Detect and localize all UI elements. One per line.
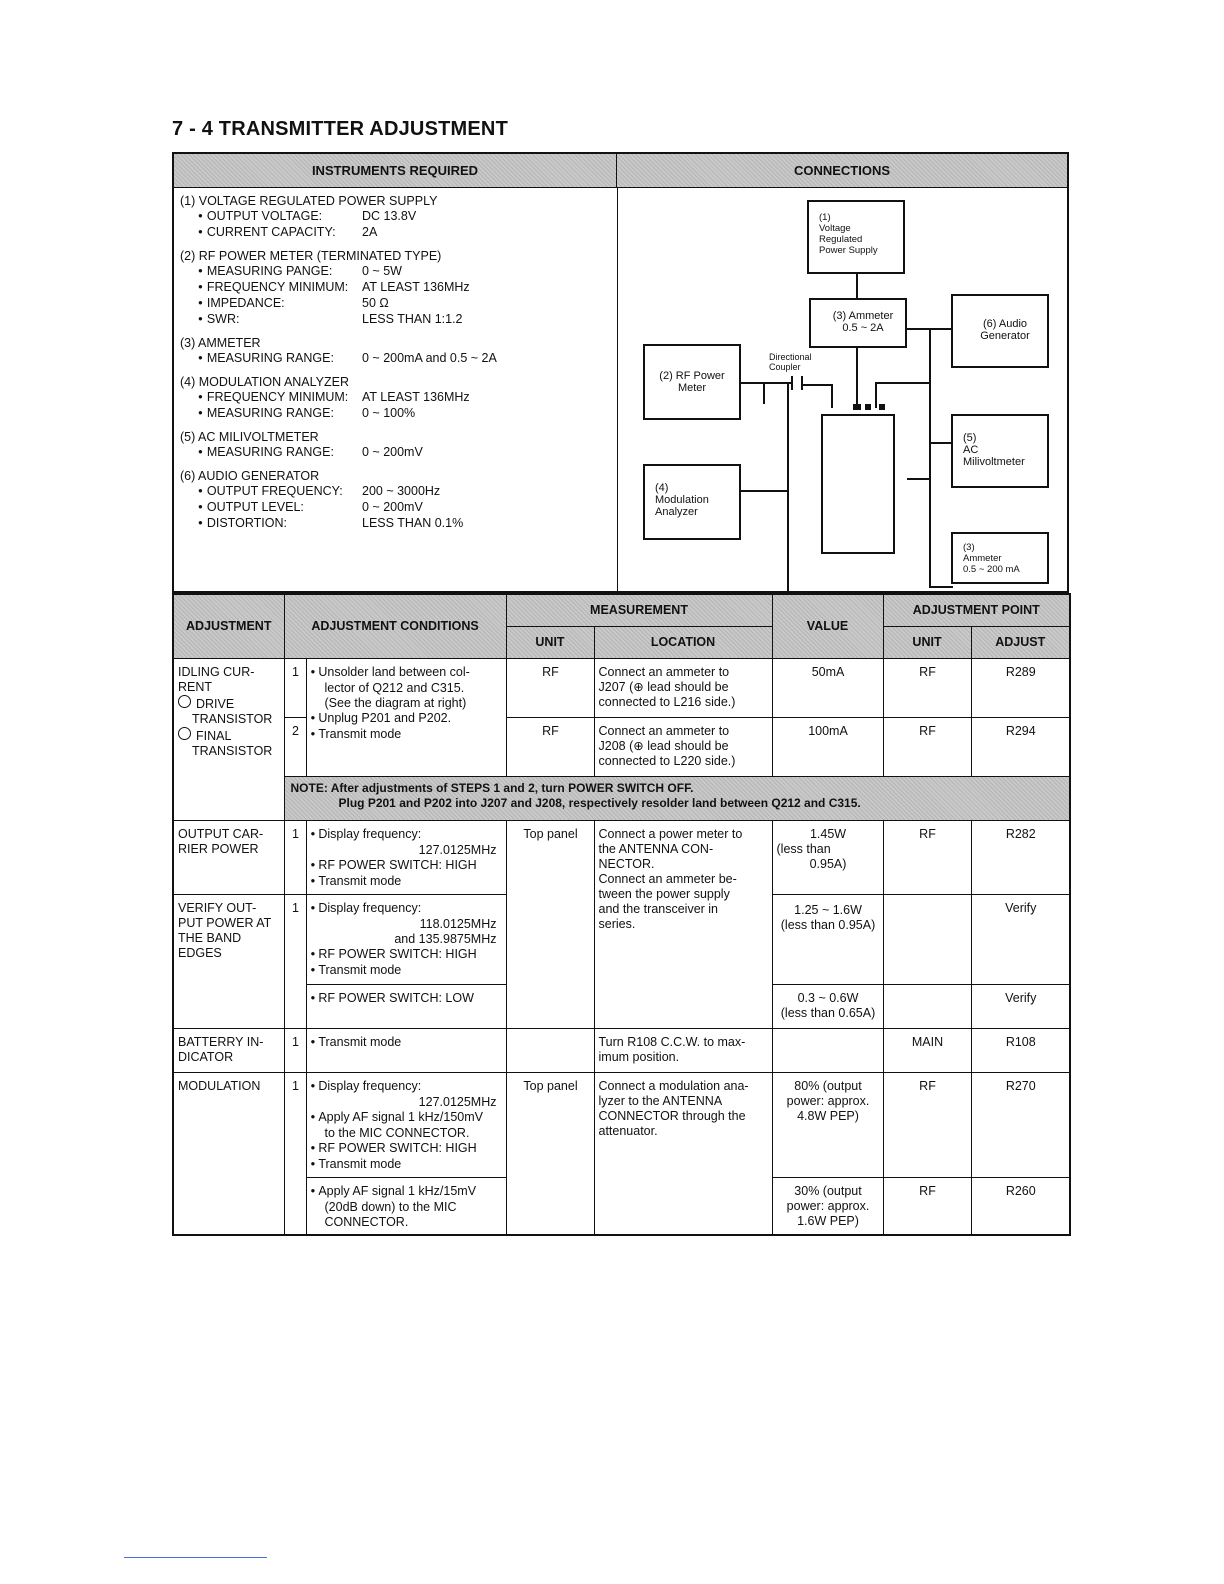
instrument-spec: ● DISTORTION: LESS THAN 0.1% [180,516,610,532]
col-unit: UNIT [506,626,594,658]
ammeter-low-box: (3) Ammeter 0.5 ~ 200 mA [951,532,1049,584]
millivoltmeter-box: (5) AC Milivoltmeter [951,414,1049,488]
instrument-group [180,336,610,367]
instrument-name: (6) AUDIO GENERATOR [180,469,320,483]
instrument-spec: ● FREQUENCY MINIMUM: AT LEAST 136MHz [180,280,610,296]
col-adjustment-point: ADJUSTMENT POINT [883,594,1070,626]
adjustment-table [172,593,1071,1236]
connection-diagram [617,188,1067,591]
instrument-spec: ● MEASURING RANGE: 0 ~ 100% [180,406,610,422]
table-row: BATTERRY IN- DICATOR 1 ● Transmit mode Turn R108 C.C.W. to max- imum position. MAIN R108 [173,1028,1070,1072]
instrument-spec: ● SWR: LESS THAN 1:1.2 [180,312,610,328]
rf-power-meter-box: (2) RF Power Meter [643,344,741,420]
instruments-list [180,194,610,540]
instrument-spec: ● OUTPUT LEVEL: 0 ~ 200mV [180,500,610,516]
instrument-spec: ● MEASURING PANGE: 0 ~ 5W [180,264,610,280]
instrument-spec: ● OUTPUT VOLTAGE: DC 13.8V [180,209,610,225]
instruments-connections-panel [172,152,1069,593]
idling-current-cell: IDLING CUR- RENT DRIVE TRANSISTOR FINAL TRANSISTOR [173,658,284,820]
instrument-name: (2) RF POWER METER (TERMINATED TYPE) [180,249,442,263]
instrument-group [180,375,610,422]
instrument-group [180,430,610,461]
col-value: VALUE [772,594,883,658]
power-supply-box: (1) Voltage Regulated Power Supply [807,200,905,274]
instrument-spec: ● MEASURING RANGE: 0 ~ 200mV [180,445,610,461]
instrument-name: (5) AC MILIVOLTMETER [180,430,319,444]
instrument-group [180,194,610,241]
directional-coupler-label: Directional Coupler [769,352,812,372]
instrument-name: (4) MODULATION ANALYZER [180,375,350,389]
instrument-spec: ● IMPEDANCE: 50 Ω [180,296,610,312]
ammeter-high-box: (3) Ammeter 0.5 ~ 2A [809,298,907,348]
col-ap-adjust: ADJUST [971,626,1070,658]
table-row: VERIFY OUT- PUT POWER AT THE BAND EDGES 1 ● Display frequency: 118.0125MHz and 135.9875MHz ● RF POWER SWITCH: HIGH ● Transmit mode 1.25 ~ 1.6W (less than 0.95A) Verify [173,894,1070,984]
table-row: 2 RF Connect an ammeter to J208 (⊕ lead should be connected to L220 side.) 100mA RF R294 [173,717,1070,776]
instrument-name: (1) VOLTAGE REGULATED POWER SUPPLY [180,194,438,208]
instrument-spec: ● FREQUENCY MINIMUM: AT LEAST 136MHz [180,390,610,406]
audio-generator-box: (6) Audio Generator [951,294,1049,368]
table-row: OUTPUT CAR- RIER POWER 1 ● Display frequency: 127.0125MHz ● RF POWER SWITCH: HIGH ● Transmit mode Top panel Connect a power meter to the ANTENNA CON- NECTOR. Connect an ammeter be- tween the power supply and the transceiver in series. 1.45W (less than 0.95A) RF R282 [173,820,1070,894]
col-measurement: MEASUREMENT [506,594,772,626]
col-conditions: ADJUSTMENT CONDITIONS [284,594,506,658]
instrument-spec: ● OUTPUT FREQUENCY: 200 ~ 3000Hz [180,484,610,500]
instrument-spec: ● MEASURING RANGE: 0 ~ 200mA and 0.5 ~ 2A [180,351,610,367]
col-adjustment: ADJUSTMENT [173,594,284,658]
table-row: ● RF POWER SWITCH: LOW 0.3 ~ 0.6W (less than 0.65A) Verify [173,984,1070,1028]
instrument-group [180,249,610,328]
footer-rule [124,1557,267,1558]
instrument-spec: ● CURRENT CAPACITY: 2A [180,225,610,241]
table-row: IDLING CUR- RENT DRIVE TRANSISTOR FINAL TRANSISTOR 1 ● Unsolder land between col- lector of Q212 and C315. (See the diagram at right) ● Unplug P201 and P202. ● Transmit mode RF Connect an ammeter to J207 (⊕ lead should be connected to L216 side.) 50mA RF R289 [173,658,1070,717]
page-title: 7 - 4 TRANSMITTER ADJUSTMENT [172,118,508,140]
transceiver-box [821,414,895,554]
instrument-group [180,469,610,532]
modulation-analyzer-box: (4) Modulation Analyzer [643,464,741,540]
col-ap-unit: UNIT [883,626,971,658]
instrument-name: (3) AMMETER [180,336,261,350]
table-row: ● Apply AF signal 1 kHz/15mV (20dB down) to the MIC CONNECTOR. 30% (output power: approx. 1.6W PEP) RF R260 [173,1177,1070,1235]
table-row: MODULATION 1 ● Display frequency: 127.0125MHz ● Apply AF signal 1 kHz/150mV to the MIC CONNECTOR. ● RF POWER SWITCH: HIGH ● Transmit mode Top panel Connect a modulation ana- lyzer to the ANTENNA CONNECTOR through the attenuator. 80% (output power: approx. 4.8W PEP) RF R270 [173,1072,1070,1177]
instruments-header: INSTRUMENTS REQUIRED [174,154,617,188]
note-row: NOTE: After adjustments of STEPS 1 and 2, turn POWER SWITCH OFF. Plug P201 and P202 into J207 and J208, respectively resolder land between Q212 and C315. [173,776,1070,820]
connections-header: CONNECTIONS [617,154,1067,188]
col-location: LOCATION [594,626,772,658]
